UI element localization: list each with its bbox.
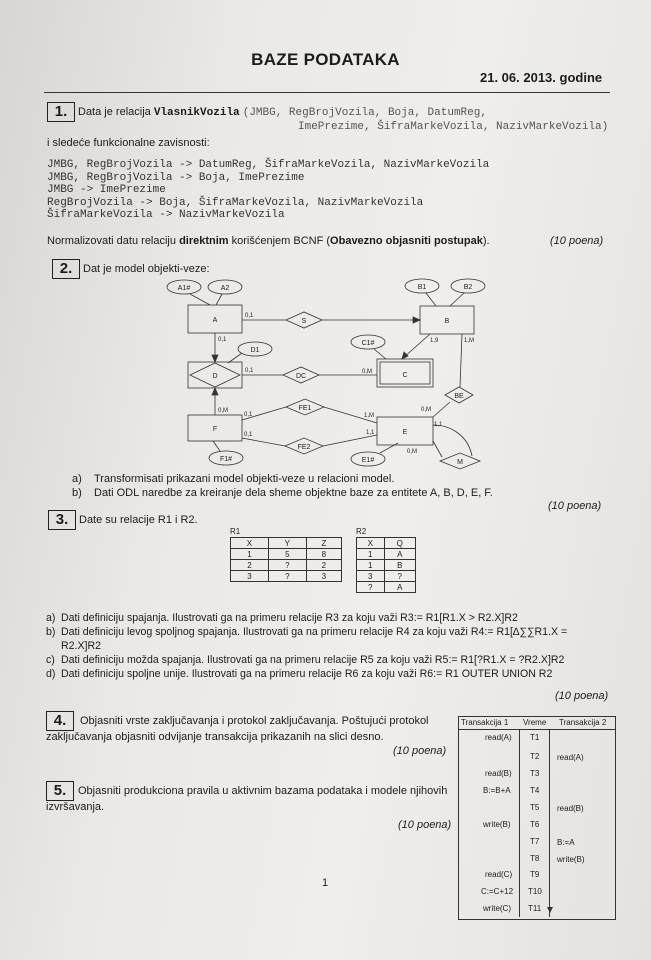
q3-item-c (46, 653, 616, 667)
entity-a (188, 305, 242, 333)
q1-relation-attrs-1: (JMBG, RegBrojVozila, Boja, DatumReg, (242, 107, 487, 119)
q3-item-d (46, 667, 616, 681)
schedule-t1-cell: B:=B+A (483, 786, 511, 795)
schedule-t2-cell: read(B) (557, 804, 584, 813)
r2-header-cell: X (357, 538, 385, 549)
entity-b (420, 306, 474, 334)
entity-a-label: A (212, 317, 218, 324)
page-title: BAZE PODATAKA (251, 50, 400, 69)
schedule-header-time: Vreme (523, 718, 547, 727)
q2-item-a-label: a) (72, 473, 82, 485)
table-row (231, 571, 342, 582)
attr-d1 (238, 342, 272, 356)
schedule-time-cell: T8 (530, 854, 540, 863)
card-f-fe2: 0,1 (244, 432, 253, 438)
q3-number: 3. (48, 510, 76, 530)
rel-fe1-label: FE1 (298, 405, 312, 412)
schedule-t1-cell: write(B) (483, 820, 511, 829)
q1-fd-list (47, 159, 489, 222)
card-dc-c: 0,M (362, 369, 373, 375)
schedule-time-cell: T5 (530, 803, 540, 812)
rel-m (440, 453, 480, 469)
q1-intro (78, 106, 487, 119)
exam-date: 21. 06. 2013. godine (480, 70, 603, 85)
rel-be-label: BE (454, 393, 464, 400)
q3-item-a-text: Dati definiciju spajanja. Ilustrovati ga na primeru relacije R3 za koju važi R3:= R1[R1.X > R2.X]R2 (61, 612, 518, 624)
card-fe1-e: 1,M (364, 413, 375, 419)
schedule-t2-cell: B:=A (557, 838, 575, 847)
attr-a2 (208, 280, 242, 294)
table-row (357, 549, 416, 560)
r2-cell: 1 (357, 549, 385, 560)
schedule-time-cell: T7 (530, 837, 540, 846)
attr-f1 (209, 451, 243, 465)
r1-header-row (231, 538, 342, 549)
r2-name: R2 (356, 527, 367, 536)
card-d-dc: 0,1 (245, 368, 254, 374)
schedule-header-t1: Transakcija 1 (461, 718, 509, 727)
r1-name: R1 (230, 527, 241, 536)
r1-header-cell: Z (306, 538, 341, 549)
r1-cell: ? (268, 560, 306, 571)
schedule-time-cell: T9 (530, 870, 540, 879)
q1-fd-intro: i sledeće funkcionalne zavisnosti: (47, 137, 210, 149)
r2-cell: ? (384, 571, 415, 582)
card-be-e: 0,M (421, 407, 432, 413)
r2-cell: 1 (357, 560, 385, 571)
r1-header-cell: Y (268, 538, 306, 549)
attr-e1 (351, 452, 385, 466)
q2-items (72, 472, 493, 500)
q1-number: 1. (47, 102, 75, 122)
card-a-s: 0,1 (245, 313, 254, 319)
card-e-self: 1,1 (434, 422, 443, 428)
q1-task-part-5: ). (482, 235, 490, 247)
table-row (231, 560, 342, 571)
rel-dc-label: DC (295, 373, 307, 380)
schedule-t1-cell: read(B) (485, 769, 512, 778)
entity-b-label: B (444, 318, 450, 325)
rel-m-label: M (457, 459, 463, 466)
q1-fd-3: JMBG -> ImePrezime (47, 184, 166, 196)
rel-s (286, 312, 322, 328)
schedule-time-cell: T10 (528, 887, 542, 896)
attr-f1-label: F1# (219, 456, 233, 463)
q1-task-part-4: Obavezno objasniti postupak (330, 235, 483, 247)
entity-f (188, 415, 242, 441)
q1-fd-5: ŠifraMarkeVozila -> NazivMarkeVozila (47, 209, 285, 221)
schedule-divider-left (519, 729, 520, 917)
q2-item-b (72, 486, 493, 500)
q3-item-c-text: Dati definiciju možda spajanja. Ilustrovati ga na primeru relacije R5 za koju važi R5:= R1[?R1.X = ?R2.X]R2 (61, 654, 565, 666)
q3-item-a (46, 611, 616, 625)
rel-fe2 (285, 438, 323, 454)
r2-table (356, 537, 416, 593)
attr-a2-label: A2 (220, 285, 230, 292)
r2-cell: A (384, 582, 415, 593)
attr-c1 (351, 335, 385, 349)
q5-points: (10 poena) (398, 819, 452, 831)
q3-item-b-text: Dati definiciju levog spoljnog spajanja. Ilustrovati ga na primeru relacije R4 za koju važi R4:= R1[∆∑∑R1.X = (61, 626, 568, 638)
q1-task-part-2: direktnim (179, 235, 229, 247)
q4-number: 4. (46, 711, 74, 731)
r2-cell: ? (357, 582, 385, 593)
card-b-c: 1,9 (430, 338, 439, 344)
schedule-t1-cell: read(C) (485, 870, 513, 879)
page-number: 1 (322, 877, 329, 889)
r2-cell: B (384, 560, 415, 571)
q2-number: 2. (52, 259, 80, 279)
card-f-d: 0,M (218, 408, 229, 414)
schedule-time-cell: T4 (530, 786, 540, 795)
schedule-t2-cell: read(A) (557, 753, 584, 762)
q3-items (46, 611, 616, 681)
schedule-t2-cell: write(B) (557, 855, 585, 864)
attr-b1 (405, 279, 439, 293)
entity-e-label: E (402, 429, 408, 436)
r1-cell: 1 (231, 549, 269, 560)
q4-line-1: Objasniti vrste zaključavanja i protokol zaključavanja. Poštujući protokol (80, 715, 429, 727)
q3-item-b-label: b) (46, 626, 56, 638)
header-divider (44, 92, 610, 93)
q1-points: (10 poena) (550, 235, 604, 247)
q5-line-1: Objasniti produkciona pravila u aktivnim bazama podataka i modele njihovih (78, 785, 448, 797)
rel-be (445, 387, 473, 403)
q4-line-2: zaključavanja objasniti odvijanje transakcija prikazanih na slici desno. (46, 731, 384, 743)
r1-cell: 3 (231, 571, 269, 582)
q3-item-a-label: a) (46, 612, 56, 624)
q1-fd-1: JMBG, RegBrojVozila -> DatumReg, ŠifraMarkeVozila, NazivMarkeVozila (47, 159, 490, 171)
schedule-time-cell: T3 (530, 769, 540, 778)
q2-intro: Dat je model objekti-veze: (83, 263, 210, 275)
schedule-divider-right (549, 729, 550, 917)
table-row (231, 549, 342, 560)
q3-item-c-label: c) (46, 654, 55, 666)
r2-header-row (357, 538, 416, 549)
schedule-time-cell: T1 (530, 733, 540, 742)
rel-fe1 (286, 399, 324, 415)
attr-a1-label: A1# (177, 285, 191, 292)
attr-b2 (451, 279, 485, 293)
q3-item-b-cont: R2.X]R2 (61, 640, 102, 652)
r1-cell: 5 (268, 549, 306, 560)
table-row (357, 571, 416, 582)
r1-cell: 3 (306, 571, 341, 582)
entity-c-label: C (402, 372, 408, 379)
card-e-m: 0,M (407, 449, 418, 455)
r2-header-cell: Q (384, 538, 415, 549)
r1-cell: ? (268, 571, 306, 582)
r1-table (230, 537, 342, 582)
attr-b2-label: B2 (463, 284, 473, 291)
q2-item-a-text: Transformisati prikazani model objekti-veze u relacioni model. (94, 473, 395, 485)
schedule-time-cell: T6 (530, 820, 540, 829)
attr-d1-label: D1 (250, 347, 260, 354)
card-b-be: 1,M (464, 338, 475, 344)
q5-number: 5. (46, 781, 74, 801)
rel-s-label: S (301, 318, 307, 325)
r1-header-cell: X (231, 538, 269, 549)
schedule-t1-cell: read(A) (485, 733, 512, 742)
q4-points: (10 poena) (393, 745, 447, 757)
er-diagram (150, 275, 490, 470)
entity-d-label: D (212, 373, 218, 380)
q2-item-b-label: b) (72, 487, 82, 499)
schedule-time-cell: T11 (528, 904, 542, 913)
entity-e (377, 417, 433, 445)
rel-dc (283, 367, 319, 383)
q1-task (47, 235, 490, 247)
q1-relation-name: VlasnikVozila (153, 107, 240, 119)
card-f-fe1: 0,1 (244, 412, 253, 418)
attr-e1-label: E1# (361, 457, 375, 464)
q2-item-a (72, 472, 493, 486)
entity-f-label: F (212, 426, 218, 433)
r1-cell: 2 (306, 560, 341, 571)
q1-relation-attrs-2: ImePrezime, ŠifraMarkeVozila, NazivMarkeVozila) (298, 121, 609, 133)
q1-intro-text: Data je relacija (78, 106, 151, 118)
q2-points: (10 poena) (548, 500, 602, 512)
attr-b1-label: B1 (417, 284, 427, 291)
attr-c1-label: C1# (361, 340, 375, 347)
entity-d (188, 362, 242, 388)
r2-cell: 3 (357, 571, 385, 582)
q3-points: (10 poena) (555, 690, 609, 702)
schedule-header-t2: Transakcija 2 (559, 718, 607, 727)
q3-item-d-label: d) (46, 668, 56, 680)
r2-cell: A (384, 549, 415, 560)
schedule-time-arrow-icon (547, 907, 553, 913)
q3-item-d-text: Dati definiciju spoljne unije. Ilustrovati ga na primeru relacije R6 za koju važi R6:= R1 OUTER UNION R2 (61, 668, 553, 680)
attr-a1 (167, 280, 201, 294)
q5-line-2: izvršavanja. (46, 801, 105, 813)
transaction-schedule (458, 716, 616, 920)
schedule-time-cell: T2 (530, 752, 540, 761)
card-fe2-e: 1,1 (366, 430, 375, 436)
entity-c (377, 359, 433, 387)
q1-fd-2: JMBG, RegBrojVozila -> Boja, ImePrezime (47, 171, 305, 184)
schedule-t1-cell: C:=C+12 (481, 887, 514, 896)
r1-cell: 8 (306, 549, 341, 560)
table-row (357, 560, 416, 571)
q2-item-b-text: Dati ODL naredbe za kreiranje dela sheme objektne baze za entitete A, B, D, E, F. (94, 487, 493, 499)
card-a-d: 0,1 (218, 337, 227, 343)
q1-task-part-1: Normalizovati datu relaciju (47, 235, 176, 247)
r1-cell: 2 (231, 560, 269, 571)
schedule-t1-cell: write(C) (483, 904, 511, 913)
table-row (357, 582, 416, 593)
rel-fe2-label: FE2 (297, 444, 311, 451)
q1-task-part-3: korišćenjem BCNF ( (231, 235, 331, 247)
q1-fd-4: RegBrojVozila -> Boja, ŠifraMarkeVozila, NazivMarkeVozila (47, 196, 424, 209)
q3-item-b (46, 625, 616, 639)
q3-intro: Date su relacije R1 i R2. (79, 514, 198, 526)
